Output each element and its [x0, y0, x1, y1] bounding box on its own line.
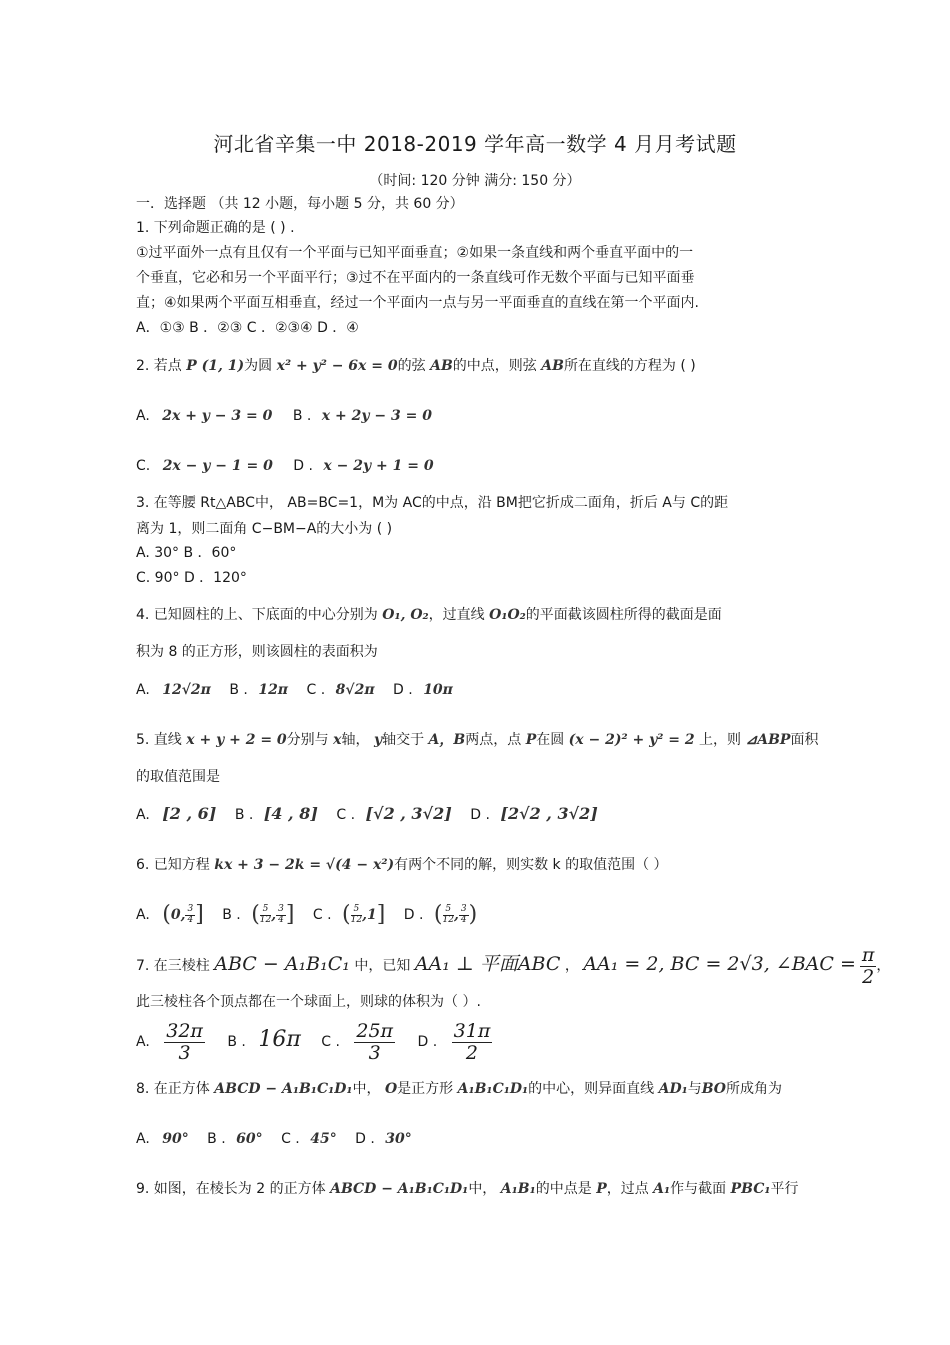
q5-text-a: 5. 直线 — [136, 732, 187, 748]
q8-square: A₁B₁C₁D₁ — [457, 1081, 529, 1097]
q4-opt-b-label: B . — [229, 682, 248, 698]
q6-opt-c-label: C . — [312, 907, 332, 923]
q5-triangle: ⊿ABP — [745, 732, 791, 748]
q6-b-num-2: 3 — [278, 903, 284, 914]
q2-circle-eq: x² + y² − 6x = 0 — [276, 358, 398, 374]
q5-text-e: 两点，点 — [465, 732, 526, 748]
question-3-line-1: 3. 在等腰 Rt△ABC中， AB=BC=1，M为 AC的中点，沿 BM把它折成二面角，折后 A与 C的距 — [136, 495, 729, 511]
question-8-options — [136, 1129, 412, 1149]
q4-opt-d-label: D . — [393, 682, 413, 698]
q5-text-f: 在圆 — [536, 732, 569, 748]
q6-b-num-1: 5 — [260, 905, 271, 916]
q7-opt-a — [164, 1021, 205, 1064]
question-1-line-3: 直；④如果两个平面互相垂直，经过一个平面内一点与另一平面垂直的直线在第一个平面内. — [136, 295, 699, 311]
question-3-line-2: 离为 1，则二面角 C−BM−A的大小为 ( ) — [136, 521, 393, 537]
q4-opt-c-label: C . — [306, 682, 326, 698]
q2-opt-b: x + 2y − 3 = 0 — [321, 408, 432, 424]
q4-text-a: 4. 已知圆柱的上、下底面的中心分别为 — [136, 607, 383, 623]
q7-opt-c-label: C . — [321, 1034, 340, 1050]
question-1-line-1: ①过平面外一点有且仅有一个平面与已知平面垂直；②如果一条直线和两个垂直平面中的一 — [136, 245, 694, 261]
q5-ab: A，B — [428, 732, 466, 748]
q5-text-b: 分别与 — [286, 732, 334, 748]
q6-text-b: 有两个不同的解，则实数 k 的取值范围（ ） — [394, 857, 668, 873]
q9-p: P — [596, 1181, 607, 1197]
question-6-stem — [136, 855, 668, 875]
q8-opt-a-label: A. — [136, 1131, 150, 1147]
q2-chord: AB — [430, 358, 453, 374]
question-4-options — [136, 680, 453, 700]
q5-opt-c: [√2 , 3√2] — [365, 804, 452, 823]
q6-c-right: ,1 — [362, 907, 377, 923]
q5-text-c: 轴， — [341, 732, 374, 748]
q7-opt-d — [452, 1021, 493, 1064]
q7-comma: ， — [876, 958, 891, 974]
section-heading: 一．选择题 （共 12 小题，每小题 5 分，共 60 分） — [136, 196, 464, 212]
q5-opt-b-label: B . — [234, 807, 254, 823]
q7-pi: π — [861, 943, 875, 966]
question-7-line-2: 此三棱柱各个顶点都在一个球面上，则球的体积为（ ）. — [136, 994, 481, 1010]
q7-c-num: 25π — [356, 1019, 394, 1042]
q4-opt-d: 10π — [423, 682, 453, 698]
q4-centers: O₁, O₂ — [382, 607, 429, 623]
q2-opt-a-label: A. — [136, 408, 150, 424]
q7-conditions: AA₁ = 2, BC = 2√3, ∠BAC = — [583, 953, 856, 975]
q5-x: x — [333, 732, 342, 748]
q7-a-den: 3 — [178, 1041, 191, 1064]
q2-text-d: 的中点，则弦 — [452, 358, 542, 374]
q6-opt-d-label: D . — [403, 907, 424, 923]
question-6-options — [136, 898, 477, 932]
q7-d-num: 31π — [453, 1019, 491, 1042]
q9-text-e: 作与截面 — [670, 1181, 731, 1197]
question-4-line-1 — [136, 605, 722, 625]
q4-text-b: ，过直线 — [428, 607, 490, 623]
q2-chord-2: AB — [541, 358, 564, 374]
q7-c-den: 3 — [368, 1041, 381, 1064]
q6-d-num-1: 5 — [443, 905, 454, 916]
q2-opt-d-label: D . — [293, 458, 313, 474]
q7-opt-c — [354, 1021, 395, 1064]
q7-prism: ABC − A₁B₁C₁ — [214, 953, 350, 975]
q6-text-a: 6. 已知方程 — [136, 857, 215, 873]
question-3-options-cd: C. 90° D ．120° — [136, 570, 247, 586]
q9-text-b: 中， — [468, 1181, 501, 1197]
question-1-options: A．①③ B ．②③ C ．②③④ D ．④ — [136, 320, 359, 336]
q6-equation: kx + 3 − 2k = √(4 − x²) — [214, 857, 395, 873]
q6-opt-d: ( $\frac{5}{12}$ , $\frac{3}{4}$ ) — [433, 902, 478, 927]
q9-text-f: 平行 — [770, 1181, 799, 1197]
q9-text-d: ，过点 — [606, 1181, 654, 1197]
question-2-stem — [136, 356, 696, 376]
q5-circle-eq: (x − 2)² + y² = 2 — [568, 732, 695, 748]
q8-text-e: 与 — [687, 1081, 702, 1097]
q8-text-a: 8. 在正方体 — [136, 1081, 215, 1097]
q5-y: y — [373, 732, 383, 748]
question-7-options — [136, 1014, 492, 1068]
q5-opt-d: [2√2 , 3√2] — [500, 804, 598, 823]
q8-opt-b-label: B . — [207, 1131, 226, 1147]
q5-text-d: 轴交于 — [382, 732, 429, 748]
q6-opt-b-label: B . — [222, 907, 241, 923]
q6-opt-b: ( $\frac{5}{12}$ , $\frac{3}{4}$ ] — [251, 902, 295, 927]
q8-bo: BO — [701, 1081, 727, 1097]
q8-opt-d-label: D . — [355, 1131, 375, 1147]
q2-opt-c: 2x − y − 1 = 0 — [162, 458, 273, 474]
q5-opt-a: [2 , 6] — [162, 804, 217, 823]
q2-point: P (1, 1) — [186, 358, 245, 374]
q2-opt-c-label: C. — [136, 458, 151, 474]
q8-text-f: 所成角为 — [726, 1081, 783, 1097]
q8-o: O — [384, 1081, 398, 1097]
q7-d-den: 2 — [465, 1041, 479, 1064]
q7-two: 2 — [862, 965, 875, 988]
q4-opt-a-label: A. — [136, 682, 150, 698]
q9-text-a: 9. 如图，在棱长为 2 的正方体 — [136, 1181, 331, 1197]
q8-opt-c-label: C . — [281, 1131, 300, 1147]
q9-a1: A₁ — [653, 1181, 671, 1197]
q5-opt-d-label: D . — [470, 807, 490, 823]
q6-b-den-2: 4 — [278, 914, 284, 925]
q6-opt-a: (0, $\frac{3}{4}$ ] — [162, 902, 204, 927]
q4-opt-c: 8√2π — [335, 682, 375, 698]
q8-ad1: AD₁ — [658, 1081, 688, 1097]
q7-text-c: ， — [560, 958, 584, 974]
question-1-line-2: 个垂直，它必和另一个平面平行；③过不在平面内的一条直线可作无数个平面与已知平面垂 — [136, 270, 695, 286]
q8-text-d: 的中心，则异面直线 — [528, 1081, 659, 1097]
q5-opt-a-label: A. — [136, 807, 150, 823]
q7-a-num: 32π — [166, 1019, 203, 1042]
q6-a-left: 0, — [170, 907, 186, 923]
q5-opt-c-label: C . — [336, 807, 356, 823]
q6-b-den-1: 12 — [259, 914, 272, 925]
q8-opt-d: 30° — [385, 1131, 412, 1147]
q9-a1b1: A₁B₁ — [500, 1181, 536, 1197]
exam-info: （时间: 120 分钟 满分: 150 分） — [369, 173, 581, 189]
q6-d-num-2: 3 — [460, 903, 467, 914]
question-7-line-1 — [136, 944, 890, 987]
q4-opt-b: 12π — [258, 682, 289, 698]
q6-d-den-2: 4 — [460, 914, 467, 925]
q6-opt-c: ( $\frac{5}{12}$ ,1] — [342, 902, 386, 927]
question-5-line-2: 的取值范围是 — [136, 769, 220, 785]
q2-text-a: 2. 若点 — [136, 358, 187, 374]
q8-text-b: 中， — [352, 1081, 385, 1097]
q8-opt-a: 90° — [162, 1131, 189, 1147]
q5-text-h: 面积 — [790, 732, 819, 748]
question-5-options — [136, 804, 598, 825]
page-title: 河北省辛集一中 2018-2019 学年高一数学 4 月月考试题 — [213, 132, 737, 156]
q8-opt-b: 60° — [236, 1131, 263, 1147]
q5-p: P — [525, 732, 537, 748]
q5-text-g: 上，则 — [694, 732, 746, 748]
question-2-options-ab — [136, 406, 432, 426]
q9-pbc1: PBC₁ — [730, 1181, 771, 1197]
question-3-options-ab: A. 30° B ．60° — [136, 545, 237, 561]
q8-cube: ABCD − A₁B₁C₁D₁ — [214, 1081, 353, 1097]
q7-perp: AA₁ ⊥ 平面ABC — [414, 953, 561, 975]
q8-text-c: 是正方形 — [397, 1081, 458, 1097]
question-2-options-cd — [136, 456, 434, 476]
q4-axis: O₁O₂ — [489, 607, 526, 623]
q2-text-e: 所在直线的方程为 ( ) — [563, 358, 696, 374]
q6-c-den-1: 12 — [350, 914, 363, 925]
question-9-stem — [136, 1179, 799, 1199]
question-4-line-2: 积为 8 的正方形，则该圆柱的表面积为 — [136, 644, 378, 660]
q5-line-eq: x + y + 2 = 0 — [186, 732, 287, 748]
q5-opt-b: [4 , 8] — [263, 804, 318, 823]
q2-text-c: 的弦 — [397, 358, 431, 374]
q2-opt-a: 2x + y − 3 = 0 — [162, 408, 273, 424]
q6-c-num-1: 5 — [351, 905, 362, 916]
q9-cube: ABCD − A₁B₁C₁D₁ — [330, 1181, 469, 1197]
q7-text-a: 7. 在三棱柱 — [136, 958, 215, 974]
q2-text-b: 为圆 — [244, 358, 277, 374]
q7-opt-b: 16π — [258, 1027, 301, 1052]
q4-text-c: 的平面截该圆柱所得的截面是面 — [525, 607, 722, 623]
q6-d-den-1: 12 — [442, 914, 454, 925]
q7-opt-a-label: A. — [136, 1034, 150, 1050]
question-5-line-1 — [136, 730, 818, 750]
q6-opt-a-label: A. — [136, 907, 150, 923]
q6-a-den: 4 — [187, 914, 194, 925]
q7-opt-d-label: D . — [417, 1034, 438, 1050]
q6-a-num: 3 — [187, 903, 194, 914]
q8-opt-c: 45° — [310, 1131, 337, 1147]
question-1-stem: 1. 下列命题正确的是 ( ) . — [136, 220, 295, 236]
q2-opt-b-label: B . — [292, 408, 312, 424]
q7-opt-b-label: B . — [227, 1034, 246, 1050]
q4-opt-a: 12√2π — [162, 682, 211, 698]
q2-opt-d: x − 2y + 1 = 0 — [323, 458, 434, 474]
q7-text-b: 中，已知 — [349, 958, 415, 974]
q9-text-c: 的中点是 — [535, 1181, 597, 1197]
question-8-stem — [136, 1079, 782, 1099]
